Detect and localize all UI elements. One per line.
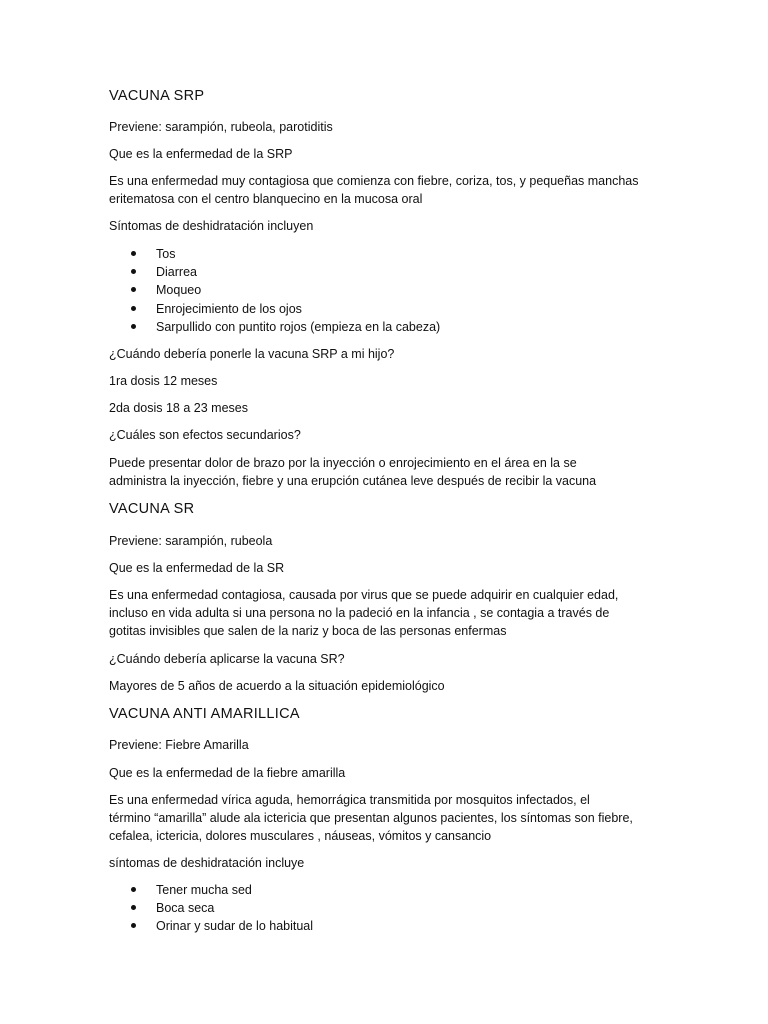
amarillica-description-line-1: Es una enfermedad vírica aguda, hemorrágica transmitida por mosquitos infectados, el bbox=[109, 793, 590, 807]
sr-question-when: ¿Cuándo debería aplicarse la vacuna SR? bbox=[109, 652, 345, 666]
srp-question-disease: Que es la enfermedad de la SRP bbox=[109, 147, 293, 161]
sr-question-disease: Que es la enfermedad de la SR bbox=[109, 561, 285, 575]
amarillica-symptoms-heading: síntomas de deshidratación incluye bbox=[109, 856, 305, 870]
list-item: Enrojecimiento de los ojos bbox=[109, 300, 440, 318]
srp-dose-1: 1ra dosis 12 meses bbox=[109, 374, 218, 388]
amarillica-description-line-2: término “amarilla” alude ala ictericia que presentan algunos pacientes, los síntomas son fiebre, bbox=[109, 811, 633, 825]
srp-description-line-1: Es una enfermedad muy contagiosa que comienza con fiebre, coriza, tos, y pequeñas manchas bbox=[109, 174, 639, 188]
amarillica-previene: Previene: Fiebre Amarilla bbox=[109, 738, 249, 752]
section-title-sr: VACUNA SR bbox=[109, 501, 195, 517]
srp-previene: Previene: sarampión, rubeola, parotiditis bbox=[109, 120, 333, 134]
srp-question-when: ¿Cuándo debería ponerle la vacuna SRP a mi hijo? bbox=[109, 347, 395, 361]
sr-answer-when: Mayores de 5 años de acuerdo a la situación epidemiológico bbox=[109, 679, 445, 693]
list-item: Moqueo bbox=[109, 281, 440, 299]
list-item: Boca seca bbox=[109, 899, 313, 917]
list-item: Tos bbox=[109, 245, 440, 263]
srp-question-side-effects: ¿Cuáles son efectos secundarios? bbox=[109, 428, 301, 442]
list-item: Orinar y sudar de lo habitual bbox=[109, 917, 313, 935]
srp-side-effects-line-2: administra la inyección, fiebre y una erupción cutánea leve después de recibir la vacuna bbox=[109, 474, 597, 488]
list-item: Diarrea bbox=[109, 263, 440, 281]
srp-description-line-2: eritematosa con el centro blanquecino en la mucosa oral bbox=[109, 192, 423, 206]
srp-side-effects-line-1: Puede presentar dolor de brazo por la inyección o enrojecimiento en el área en la se bbox=[109, 456, 577, 470]
list-item: Sarpullido con puntito rojos (empieza en la cabeza) bbox=[109, 318, 440, 336]
srp-dose-2: 2da dosis 18 a 23 meses bbox=[109, 401, 248, 415]
srp-symptoms-list bbox=[109, 245, 440, 336]
sr-previene: Previene: sarampión, rubeola bbox=[109, 534, 273, 548]
section-title-srp: VACUNA SRP bbox=[109, 88, 205, 104]
sr-description-line-2: incluso en vida adulta si una persona no la padeció en la infancia , se contagia a través de bbox=[109, 606, 610, 620]
amarillica-description-line-3: cefalea, ictericia, dolores musculares , náuseas, vómitos y cansancio bbox=[109, 829, 492, 843]
amarillica-symptoms-list bbox=[109, 881, 313, 936]
sr-description-line-3: gotitas invisibles que salen de la nariz y boca de las personas enfermas bbox=[109, 624, 507, 638]
amarillica-question-disease: Que es la enfermedad de la fiebre amarilla bbox=[109, 766, 346, 780]
srp-symptoms-heading: Síntomas de deshidratación incluyen bbox=[109, 219, 314, 233]
section-title-amarillica: VACUNA ANTI AMARILLICA bbox=[109, 706, 300, 722]
sr-description-line-1: Es una enfermedad contagiosa, causada por virus que se puede adquirir en cualquier edad, bbox=[109, 588, 619, 602]
list-item: Tener mucha sed bbox=[109, 881, 313, 899]
